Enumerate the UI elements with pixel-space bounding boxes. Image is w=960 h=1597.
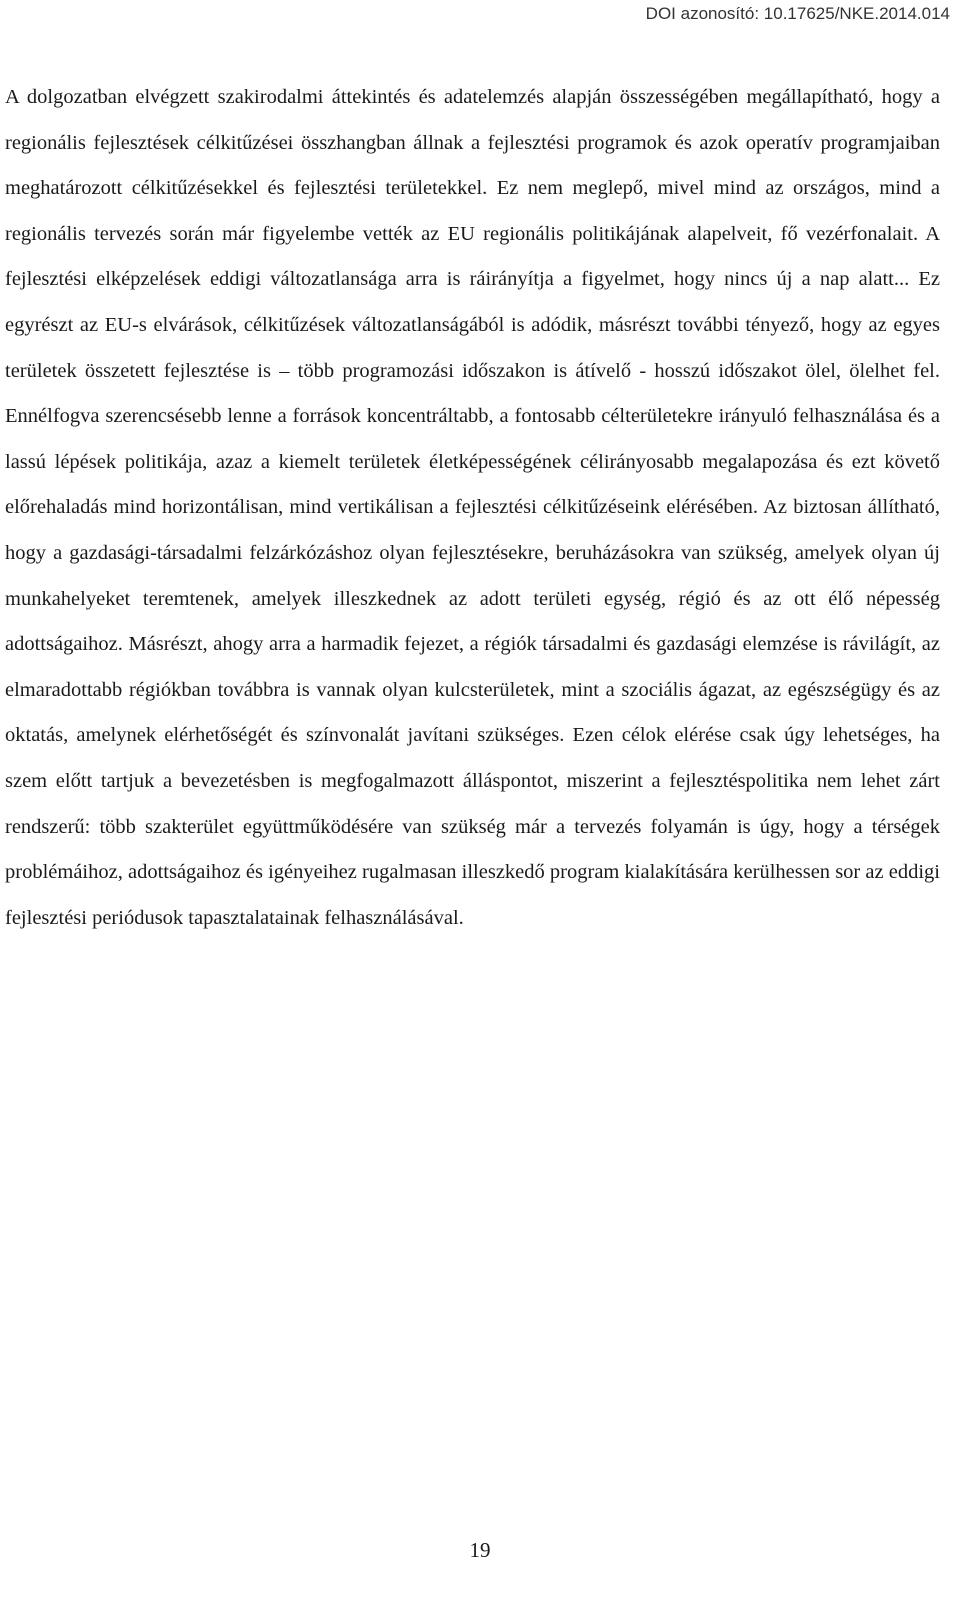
page-number: 19 xyxy=(469,1538,491,1562)
body-paragraph: A dolgozatban elvégzett szakirodalmi áttekintés és adatelemzés alapján összességében megállapítható, hogy a regionális fejlesztések célkitűzései összhangban állnak a fejlesztési programok és azok operatív programjaiban meghatározott célkitűzésekkel és fejlesztési területekkel. Ez nem meglepő, mivel mind az országos, mind a regionális tervezés során már figyelembe vették az EU regionális politikájának alapelveit, fő vezérfonalait. A fejlesztési elképzelések eddigi változatlansága arra is ráirányítja a figyelmet, hogy nincs új a nap alatt... Ez egyrészt az EU-s elvárások, célkitűzések változatlanságából is adódik, másrészt további tényező, hogy az egyes területek összetett fejlesztése is – több programozási időszakon is átívelő - hosszú időszakot ölel, ölelhet fel. Ennélfogva szerencsésebb lenne a források koncentráltabb, a fontosabb célterületekre irányuló felhasználása és a lassú lépések politikája, azaz a kiemelt területek életképességének célirányosabb megalapozása és ezt követő előrehaladás mind horizontálisan, mind vertikálisan a fejlesztési célkitűzéseink elérésében. Az biztosan állítható, hogy a gazdasági-társadalmi felzárkózáshoz olyan fejlesztésekre, beruházásokra van szükség, amelyek olyan új munkahelyeket teremtenek, amelyek illeszkednek az adott területi egység, régió és az ott élő népesség adottságaihoz. Másrészt, ahogy arra a harmadik fejezet, a régiók társadalmi és gazdasági elemzése is rávilágít, az elmaradottabb régiókban továbbra is vannak olyan kulcsterületek, mint a szociális ágazat, az egészségügy és az oktatás, amelynek elérhetőségét és színvonalát javítani szükséges. Ezen célok elérése csak úgy lehetséges, ha szem előtt tartjuk a bevezetésben is megfogalmazott álláspontot, miszerint a fejlesztéspolitika nem lehet zárt rendszerű: több szakterület együttműködésére van szükség már a tervezés folyamán is úgy, hogy a térségek problémáihoz, adottságaihoz és igényeihez rugalmasan illeszkedő program kialakítására kerülhessen sor az eddigi fejlesztési periódusok tapasztalatainak felhasználásával. xyxy=(5,86,940,929)
doi-header: DOI azonosító: 10.17625/NKE.2014.014 xyxy=(645,4,950,23)
